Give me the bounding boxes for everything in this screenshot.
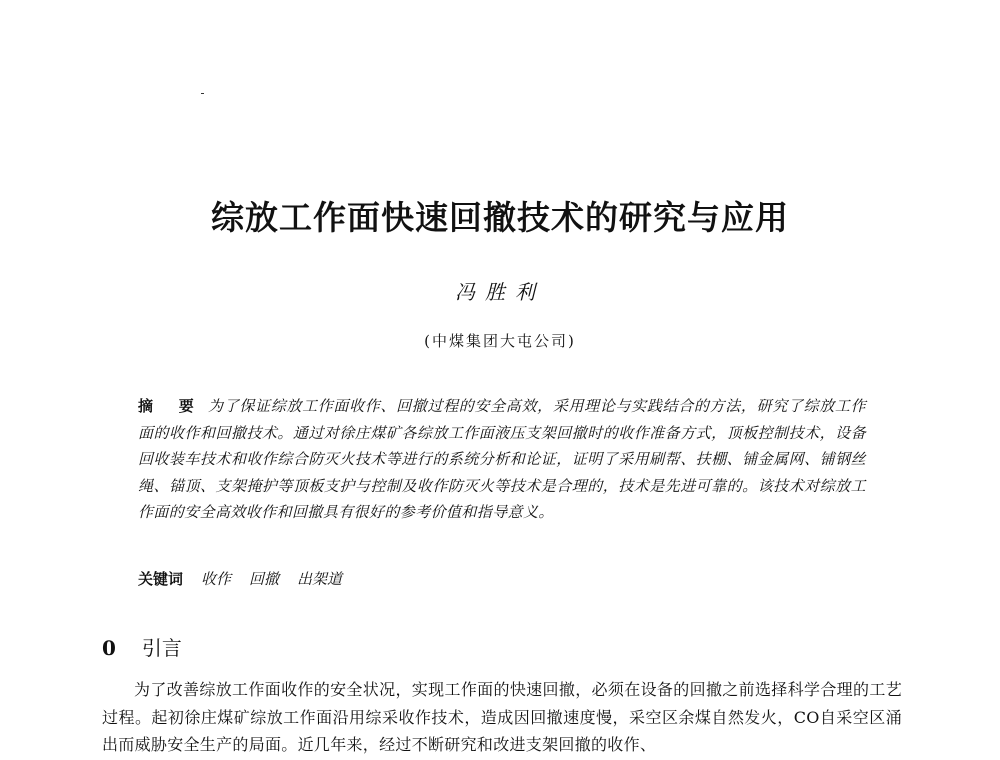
keywords-label: 关键词 (138, 570, 184, 588)
paper-title: 综放工作面快速回撤技术的研究与应用 (211, 198, 789, 237)
body-paragraph: 为了改善综放工作面收作的安全状况，实现工作面的快速回撤，必须在设备的回撤之前选择科学合理的工艺过程。起初徐庄煤矿综放工作面沿用综采收作技术，造成因回撤速度慢，采空区余煤自然发火，CO自采空区涌出而威胁安全生产的局面。近几年来，经过不断研究和改进支架回撤的收作、 (102, 680, 902, 754)
section-number: 0 (102, 636, 116, 660)
author-affiliation: (中煤集团大屯公司) (424, 332, 576, 350)
keyword: 收作 (201, 570, 232, 588)
abstract-text: 为了保证综放工作面收作、回撤过程的安全高效，采用理论与实践结合的方法，研究了综放工作面的收作和回撤技术。通过对徐庄煤矿各综放工作面液压支架回撤时的收作准备方式，顶板控制技术，设备回收装车技术和收作综合防灭火技术等进行的系统分析和论证，证明了采用刷帮、扶棚、铺金属网、铺钢丝绳、锚顶、支架掩护等顶板支护与控制及收作防灭火等技术是合理的，技术是先进可靠的。该技术对综放工作面的安全高效收作和回撤具有很好的参考价值和指导意义。 (138, 397, 866, 521)
scan-artifact (201, 93, 204, 94)
section-heading (102, 634, 182, 662)
abstract-label: 摘 要 (138, 397, 205, 415)
author-name: 冯胜利 (455, 280, 545, 304)
keywords-line (138, 568, 866, 590)
keyword: 出架道 (297, 570, 343, 588)
abstract-block (138, 393, 866, 526)
keyword: 回撤 (249, 570, 280, 588)
section-title: 引言 (141, 636, 182, 660)
